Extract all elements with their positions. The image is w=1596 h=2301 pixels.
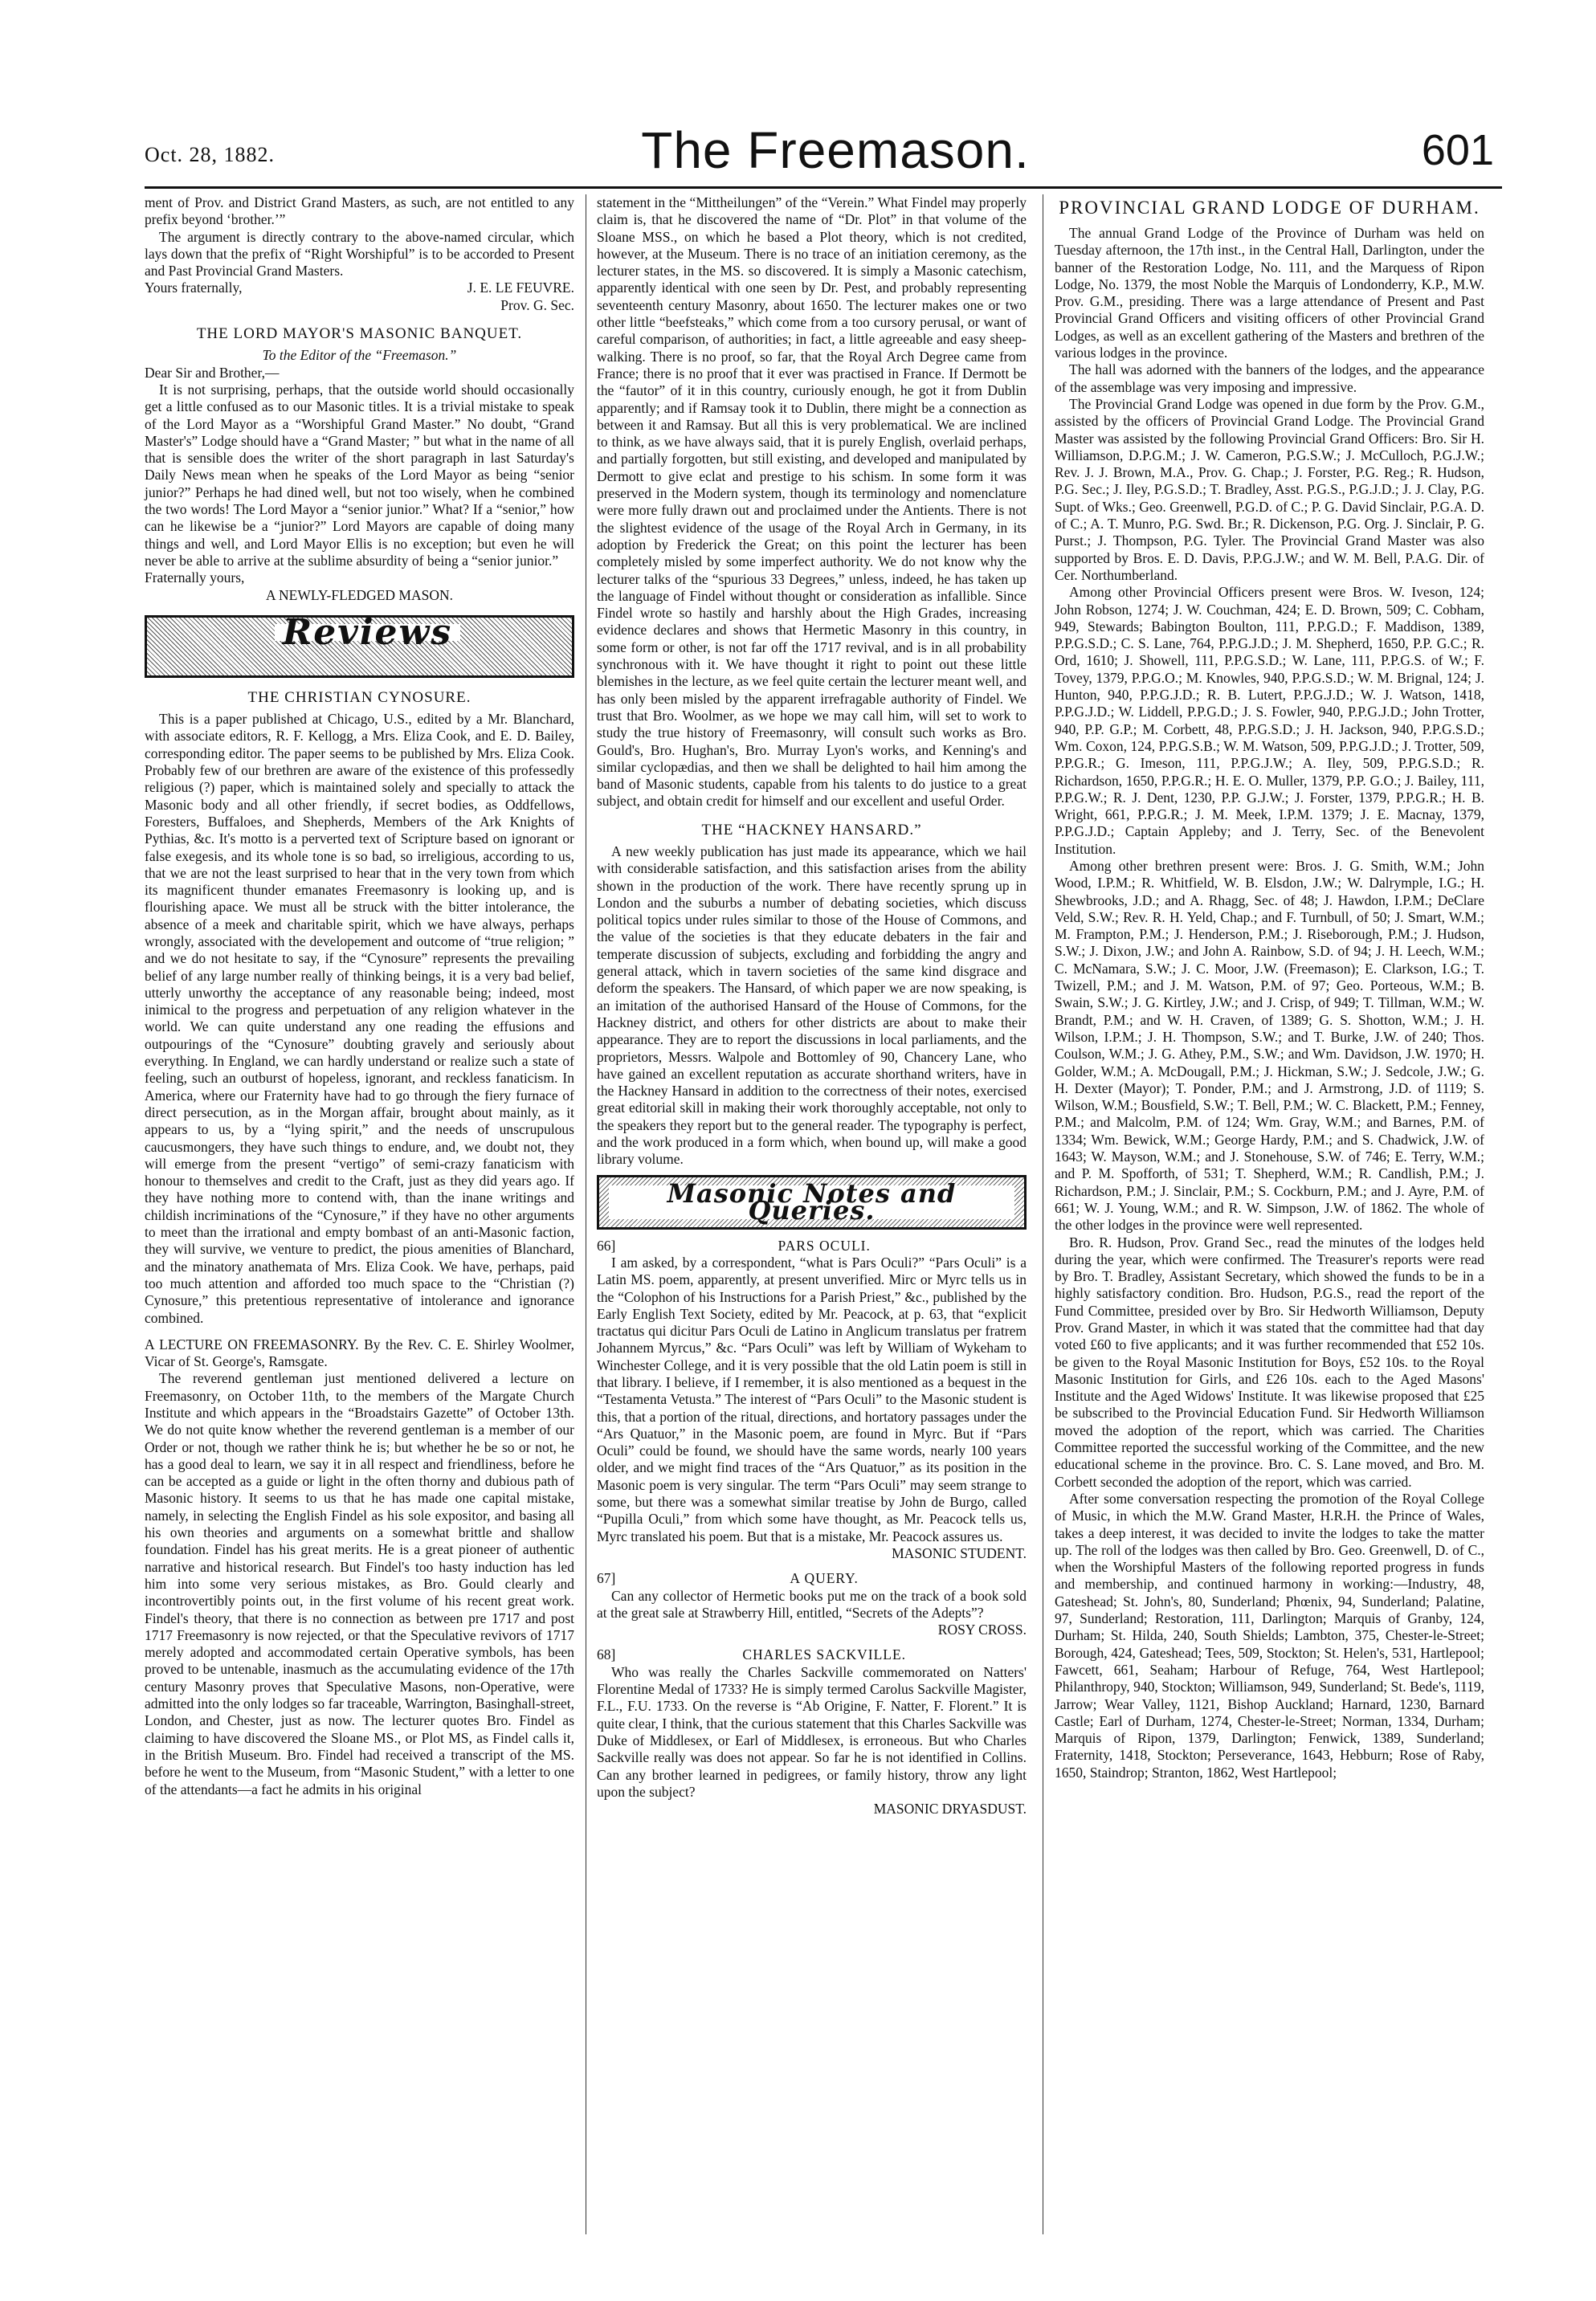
note-67-header: 67] A QUERY. — [597, 1570, 1027, 1587]
heading-cynosure: THE CHRISTIAN CYNOSURE. — [247, 688, 471, 706]
heading-durham: PROVINCIAL GRAND LODGE OF DURHAM. — [1059, 198, 1480, 218]
durham-paragraph: Among other Provincial Officers present were Bros. W. Iveson, 124; John Robson, 1274; J. W. Couchman, 424; E. D. Brown, 509; C. Cobham, 949, Stewards; Babington Boulton, 111, P.P.G.D.; F. Maddison, 1389, P.P.G.S.D.; C. S. Lane, 764, P.P.G.J.D.; J. M. Shepherd, 1650, P.P. G.C.; R. Ord, 1610; J. Showell, 111, P.P.G.S.D.; W. Lane, 111, P.P.G.S. of W.; F. Tovey, 1379, P.P.G.O.; M. Knowles, 940, P.P.G.S.D.; W. M. Brignal, 124; J. Hunton, 940, P.P.G.J.D.; R. B. Lutert, P.P.G.J.D.; W. J. Watson, 1418, P.P.G.J.D.; W. Liddell, P.P.G.D.; J. S. Fowler, 940, P.P.G.J.D.; John Trotter, 940, P.P. G.P.; M. Corbett, 48, P.P.G.S.D.; J. H. Jackson, 940, P.P.G.S.D.; Wm. Coxon, 124, P.P.G.S.B.; W. M. Watson, 509, P.P.G.J.D.; J. Trotter, 509, P.P.G.R.; G. Imeson, 111, P.P.G.J.W.; A. Iley, 509, P.P.G.S.D.; R. Richardson, 1650, P.P.G.R.; H. E. O. Muller, 1379, P.P. G.O.; J. Bailey, 111, P.P.G.W.; R. J. Dent, 1230, P.P. G.J.W.; J. Forster, 1379, P.P.G.R.; H. B. Wright, 661, P.P.G.R.; J. M. Meek, I.P.M. 1379; J. E. Macnay, 1379, P.P.G.J.D.; Captain Appleby; and J. Terry, Sec. of the Benevolent Institution. — [1055, 584, 1484, 857]
review-cynosure: This is a paper published at Chicago, U.S., edited by a Mr. Blanchard, with associate editors, R. F. Kellogg, a Mrs. Eliza Cook, and E. D. Bailey, corresponding editor. The paper seems to be published by Mrs. Eliza Cook. Probably few of our brethren are aware of the existence of this professedly religious (?) paper, which is maintained solely and specially to attack the Masonic body and all other friendly, if secret bodies, as Oddfellows, Foresters, Buffaloes, and Shepherds, Members of the Ark Knights of Pythias, &c. It's motto is a perverted text of Scripture based on ignorant or false exegesis, and its whole tone is so bad, so irreligious, according to us, that we are not the least surprised to hear that in the very town from which its magnificent thunder emanates Freemasonry is looking up, and is flourishing apace. We must all be struck with the bitter intolerance, the absence of a meek and charitable spirit, which we have always, perhaps wrongly, associated with the developement and outcome of “true religion; ” and we do not hesitate to say, if the “Cynosure” represents the prevailing belief of any large number really of thinking beings, it is a very bad belief, utterly unworthy the acceptance of any reasonable being; indeed, most inimical to the progress and perpetuation of any religion whatever in the world. We can quite understand any one reading the effusions and outpourings of the “Cynosure” doubting gravely and seriously about everything. In England, we can hardly understand or realize such a state of feeling, such an outburst of hopeless, ignorant, and reckless fanaticism. In America, where our Fraternity have had to go through the fiery furnace of direct persecution, as in the Morgan affair, brought about mainly, as it appears to us, by a “lying spirit,” and the needs of unscrupulous caucusmongers, they have such things to endure, and, we doubt not, they will emerge from the present “vertigo” of semi-crazy fanaticism with honour to themselves and credit to the Craft, just as they did years ago. If they have nothing more to contend with, than the inane writings and childish incriminations of the “Cynosure,” if they have no other arguments to meet than the irrational and empty bombast of an anti-Masonic faction, they will survive, we venture to predict, the pious amenities of Blanchard, and the minatory anathemata of Mrs. Eliza Cook. We have, perhaps, paid too much attention and afforded too much space to the “Christian (?) Cynosure,” this pretentious representative of intolerance and ignorance combined. — [145, 711, 574, 1326]
durham-paragraph: After some conversation respecting the promotion of the Royal College of Music, in which the M.W. Grand Master, H.R.H. the Prince of Wales, takes a deep interest, it was decided to invite the lodges to take the matter up. The roll of the lodges was then called by Bro. Geo. Greenwell, D. of C., when the Worshipful Masters of the following reported progress in funds and membership, and continued harmony in working:—Industry, 48, Gateshead; St. John's, 80, Sunderland; Phœnix, 94, Sunderland; Palatine, 97, Sunderland; Restoration, 111, Darlington; Marquis of Granby, 124, Durham; St. Hilda, 240, South Shields; Lambton, 375, Chester-le-Street; Borough, 424, Gateshead; Tees, 509, Stockton; St. Helen's, 531, Hartlepool; Fawcett, 661, Seaham; Harbour of Refuge, 764, West Hartlepool; Philanthropy, 940, Stockton; Williamson, 949, Sunderland; St. Bede's, 1119, Jarrow; Wear Valley, 1121, Bishop Auckland; Harnard, 1230, Barnard Castle; Earl of Durham, 1274, Chester-le-Street; Norman, 1334, Durham; Marquis of Ripon, 1379, Darlington; Fenwick, 1389, Sunderland; Fraternity, 1418, Stockton; Perseverance, 1643, Hebburn; Rose of Raby, 1650, Staindrop; Stranton, 1862, West Hartlepool; — [1055, 1490, 1484, 1781]
review-lecture: The reverend gentleman just mentioned delivered a lecture on Freemasonry, on October 11th, to the members of the Margate Church Institute and which appears in the “Broadstairs Gazette” of October 13th. We do not quite know whether the reverend gentleman is a member of our Order or not, though we rather think he is; but whether he be so or not, he has a good deal to learn, we say it in all respect and friendliness, before he can be accepted as a guide or light in the often thorny and dubious path of Masonic history. It seems to us that he has made one capital mistake, namely, in selecting the English Findel as his sole expositor, and basing all his own theories and arguments on a somewhat brittle and shallow foundation. Findel has his great merits. He is a great pioneer of authentic narrative and historical research. But Findel's too hasty induction has led him into some very serious mistakes, as Bro. Gould clearly and incontrovertibly points out, in the first volume of his recent great work. Findel's theory, that there is no connection as between pre 1717 and post 1717 Freemasonry is now rejected, or that the Speculative revivors of 1717 merely adopted and accommodated certain Operative symbols, has been proved to be untenable, inasmuch as the accumulating evidence of the 17th century Masonry proves that Speculative Masons, non-Operative, were admitted into the only lodges so far traceable, Warrington, Basinghall-street, London, and Chester, just as now. The lecturer quotes Bro. Findel as claiming to have discovered the Sloane MS., or Plot MS, as Findel calls it, in the British Museum. Bro. Findel had received a transcript of the MS. before he went to the Museum, from “Masonic Student,” with a letter to one of the attendants—a fact he admits in his original — [145, 1370, 574, 1797]
column-2 — [597, 194, 1027, 1818]
column-1 — [145, 194, 574, 1798]
masthead — [145, 120, 1526, 185]
closing: Fraternally yours, — [145, 569, 245, 586]
heading-sackville: CHARLES SACKVILLE. — [742, 1646, 907, 1663]
note-signature: ROSY CROSS. — [937, 1622, 1027, 1638]
reviews-banner: Reviews — [145, 615, 574, 678]
banquet-letter: It is not surprising, perhaps, that the outside world should occasionally get a little confused as to our Masonic titles. It is a trivial mistake to speak of the Lord Mayor as a “Worshipful Grand Master.” No doubt, “Grand Master's” Lodge should have a “Grand Master; ” but what in the name of all that is sensible does the writer of the short paragraph in last Saturday's Daily News mean when he speaks of the Lord Mayor as being “senior junior?” Perhaps he had dined well, but not too wisely, when he combined the two words! The Lord Mayor a “senior junior.” What? If a “senior,” how can he likewise be a “junior?” Lord Mayors are capable of doing many things and well, and Lord Mayor Ellis is no exception; but even he will never be able to arrive at the sublime absurdity of being a “senior junior.” — [145, 381, 574, 569]
column-3 — [1055, 194, 1484, 1781]
note-sackville: Who was really the Charles Sackville commemorated on Natters' Florentine Medal of 1733? He is simply termed Carolus Sackville Magister, F.L., F.U. 1733. On the reverse is “Ab Origine, F. Natter, F. Florent.” It is quite clear, I think, that the curious statement that this Charles Sackville was Duke of Middlesex, or Earl of Middlesex, is erroneous. But who Charles Sackville really was does not appear. So far he is not identified in Collins. Can any brother learned in pedigrees, or family history, throw any light upon the subject? — [597, 1663, 1027, 1800]
page-number: 601 — [1421, 126, 1494, 174]
durham-paragraph: Among other brethren present were: Bros. J. G. Smith, W.M.; John Wood, I.P.M.; R. Whitfield, W. B. Elsdon, J.W.; W. Dalrymple, I.G.; H. Shewbrooks, J.D.; and A. Rhagg, Sec. of 48; J. Hawdon, I.P.M.; DeClare Veld, S.W.; Rev. R. H. Yeld, Chap.; and F. Turnbull, of 50; J. Smart, W.M.; M. Frampton, P.M.; J. Henderson, P.M.; J. Riseborough, P.M.; J. Hudson, S.W.; J. Dixon, J.W.; and John A. Rainbow, S.D. of 94; J. H. Leech, W.M.; C. McNamara, S.W.; J. C. Moor, J.W. (Freemason); E. Clarkson, I.G.; T. Twizell, P.M.; and J. M. Watson, P.M. of 97; Geo. Porteous, W.M.; B. Swain, S.W.; J. G. Kirtley, J.W.; and J. Crisp, of 949; T. Tillman, W.M.; W. Brandt, P.M.; and W. H. Craven, of 1389; G. S. Shotton, W.M.; J. H. Wilson, I.P.M.; J. H. Thompson, S.W.; and T. Burke, J.W. of 240; Thos. Coulson, W.M.; J. G. Athey, P.M., S.W.; and Wm. Davidson, J.W. 1970; H. Golder, W.M.; A. McDougall, P.M.; J. Hickman, S.W.; J. Sedcole, J.W.; G. H. Dexter (Mayor); T. Ponder, P.M.; and J. Armstrong, J.D. of 1119; S. Wilson, W.M.; Bousfield, S.W.; T. Bell, P.M.; W. C. Blackett, P.M.; Fenney, P.M.; and Malcolm, P.M. of 124; Wm. Gray, W.M.; and Barnes, P.M. of 1334; Wm. Bewick, W.M.; George Hardy, P.M.; and S. Chadwick, J.W. of 1643; W. Mayson, W.M.; and J. Stonehouse, S.W. of 746; E. Terry, W.M.; and P. M. Spofforth, of 531; T. Shepherd, W.M.; R. Candlish, P.M.; J. Richardson, P.M.; J. Sinclair, P.M.; S. Cockburn, P.M.; and J. Ayre, P.M. of 661; W. J. Young, W.M.; and R. W. Simpson, J.W. of 1862. The whole of the other lodges in the province were well represented. — [1055, 857, 1484, 1234]
heading-banquet: THE LORD MAYOR'S MASONIC BANQUET. — [196, 325, 523, 343]
publication-title: The Freemason. — [641, 121, 1030, 179]
durham-paragraph: Bro. R. Hudson, Prov. Grand Sec., read the minutes of the lodges held during the year, which were confirmed. The Treasurer's reports were read by Bro. T. Bradley, Assistant Secretary, which showed the funds to be in a highly satisfactory condition. Bro. Hudson, P.G.S., read the report of the Fund Committee, presided over by Bro. Sir Hedworth Williamson, Deputy Prov. Grand Master, in which it was stated that the committee had that day voted £60 to five applicants; and it was further recommended that £52 10s. be given to the Royal Masonic Institution for Boys, £52 10s. to the Royal Masonic Institution for Girls, and £26 10s. each to the Aged Masons' Institute and the Aged Widows' Institute. It was likewise proposed that £25 be subscribed to the Provincial Education Fund. Sir Hedworth Williamson moved the adoption of the report, which was carried. The Charities Committee reported the successful working of the Committee, and the new educational scheme in the province. Bro. C. S. Lane moved, and Bro. M. Corbett seconded the adoption of the report, which was carried. — [1055, 1234, 1484, 1490]
lecture-continuation: statement in the “Mittheilungen” of the “Verein.” What Findel may properly claim is, that he discovered the name of “Dr. Plot” in that volume of the Sloane MSS., on which he based a Plot theory, which is not credited, however, at the Museum. There is no trace of an initiation ceremony, as the lecturer states, in the MS. so discovered. It is simply a Masonic catechism, apparently identical with one seen by Dr. Pest, and probably representing seventeenth century Masonry, about 1650. The lecturer makes one or two other little “beefsteaks,” which come from a too cursory perusal, or want of careful comparison, of authorities; in fact, a little agreeable and easy sheep-walking. There is no proof, so far, that the Royal Arch Degree came from France; there is no proof that it ever was practised in France. If Dermott be the “fautor” of it in this country, curiously enough, he got it from Dublin apparently; and if Ramsay took it to Dublin, there might be a connection as between it and Ramsay. But all this is very problematical. We are inclined to think, as we have always said, that it is purely English, overlaid perhaps, and partially forgotten, but still existing, and developed and manipulated by Dermott to give eclat and prestige to his schism. In some form it was preserved in the Modern system, though its terminology and nomenclature were more fully drawn out and proclaimed under the Antients. There is not the slightest evidence of the usage of the Royal Arch in Germany, in its adoption by Frederick the Great; on this point the lecturer has been completely misled by some imperfect authority. We do not know why the lecturer talks of the “spurious 33 Degrees,” unless, indeed, he has taken up the language of Findel without thought or consideration as infallible. Since Findel wrote so hastily and harshly about the High Grades, increasing evidence declares and shows that Hermetic Masonry in this country, in some form or other, is not far off the 1717 revival, and is in all probability synchronous with it. We have thought it right to point out these little blemishes in the lecture, as we feel quite certain the lecturer meant well, and has only been misled by the apparent irrefragable authority of Findel. We trust that Bro. Woolmer, as we hope we may call him, will set to work to study the true history of Freemasonry, will consult such works as Bro. Gould's, Bro. Hughan's, Bro. Murray Lyon's works, and Kenning's and similar cyclopædias, and then we shall be delighted to hail him among the band of Masonic students, capable from his talents to do justice to a great subject, and obtain credit for himself and our excellent and useful Order. — [597, 194, 1027, 810]
note-query: Can any collector of Hermetic books put me on the track of a book sold at the great sale at Strawberry Hill, entitled, “Secrets of the Adepts”? — [597, 1587, 1027, 1621]
note-signature: MASONIC DRYASDUST. — [873, 1801, 1027, 1818]
durham-paragraph: The hall was adorned with the banners of the lodges, and the appearance of the assemblage was very imposing and impressive. — [1055, 361, 1484, 395]
letter-paragraph: The argument is directly contrary to the above-named circular, which lays down that the prefix of “Right Worshipful” is to be accorded to Present and Past Provincial Grand Masters. — [145, 228, 574, 279]
issue-date: Oct. 28, 1882. — [145, 143, 276, 166]
notes-queries-banner: Masonic Notes and Queries. — [597, 1175, 1027, 1230]
letter-continuation: ment of Prov. and District Grand Masters, as such, are not entitled to any prefix beyond ‘brother.’” — [145, 194, 574, 228]
note-signature: MASONIC STUDENT. — [892, 1544, 1027, 1561]
review-hansard: A new weekly publication has just made its appearance, which we hail with considerable satisfaction, and this satisfaction arises from the ability shown in the production of the work. There have recently sprung up in London and the suburbs a number of debating societies, which discuss political topics under rules similar to those of the House of Commons, and the value of the societies is that they educate debaters in the fair and temperate discussion of subjects, excluding and forbidding the angry and general attack, which in tavern societies of the same kind disgrace and deform the speakers. The Hansard, of which paper we are now speaking, is an imitation of the authorised Hansard of the House of Commons, for the Hackney district, and others for other districts are about to make their appearance. They are to report the discussions in local parliaments, and the proprietors, Messrs. Walpole and Bottomley of 90, Chancery Lane, who have gained an excellent reputation as accurate shorthand writers, have in the Hackney Hansard in addition to the correctness of their notes, exercised great editorial skill in making their work thoroughly acceptable, not only to the speakers they report but to the general reader. The typography is perfect, and the work produced in a form which, when bound up, will make a good library volume. — [597, 842, 1027, 1168]
note-66-header: 66] PARS OCULI. — [597, 1238, 1027, 1255]
heading-query: A QUERY. — [790, 1570, 859, 1587]
to-editor: To the Editor of the “Freemason.” — [262, 347, 457, 364]
heading-hansard: THE “HACKNEY HANSARD.” — [701, 821, 922, 838]
letter-signature: Yours fraternally, J. E. LE FEUVRE. — [145, 279, 574, 296]
masthead-rule — [145, 186, 1502, 189]
note-68-header: 68] CHARLES SACKVILLE. — [597, 1646, 1027, 1663]
salutation: Dear Sir and Brother,— — [145, 364, 280, 381]
note-pars-oculi: I am asked, by a correspondent, “what is Pars Oculi?” “Pars Oculi” is a Latin MS. poem, apparently, at present unverified. Mirc or Myrc tells us in the “Colophon of his Instructions for a Parish Priest,” &c., published by the Early English Text Society, edited by Mr. Peacock, at p. 63, that “explicit tractatus qui dicitur Pars Oculi de Latino in Anglicum translatus per fratrem Johannem Myrcus,” &c. “Pars Oculi” was left by William of Wykeham to Winchester College, and it is very possible that the old Latin poem is still in that library. I believe, if I remember, it is also mentioned as a bequest in the “Testamenta Vetusta.” The interest of “Pars Oculi” to the Masonic student is this, that a portion of the ritual, directions, and hortatory passages under the “Ars Quatuor,” in the Masonic poem, are found in Myrc. But if “Pars Oculi” could be found, we should have the same words, nearly 100 years older, and we might find traces of the “Ars Quatuor,” as its position in the Masonic poem is very singular. The term “Pars Oculi” may seem strange to some, but there was a somewhat similar treatise by John de Burgo, called “Pupilla Oculi,” from which some have thought, as Mr. Peacock tells us, Myrc translated his poem. But that is a mistake, Mr. Peacock assures us. — [597, 1254, 1027, 1544]
heading-lecture: A LECTURE ON FREEMASONRY. By the Rev. C. E. Shirley Woolmer, Vicar of St. George's, Ramsgate. — [145, 1336, 574, 1370]
newspaper-page — [145, 0, 1526, 2301]
durham-paragraph: The annual Grand Lodge of the Province of Durham was held on Tuesday afternoon, the 17th inst., in the Central Hall, Darlington, under the banner of the Restoration Lodge, No. 111, and the Marquess of Ripon Lodge, No. 1379, the most Noble the Marquis of Londonderry, K.P., M.W. Prov. G.M., presiding. There was a large attendance of Present and Past Provincial Grand Officers and visiting officers of other Provincial Grand Lodges, as well as an excellent gathering of the Masters and brethren of the various lodges in the province. — [1055, 225, 1484, 361]
letter-signature-2: A NEWLY-FLEDGED MASON. — [265, 586, 454, 603]
signature-title: Prov. G. Sec. — [500, 296, 574, 313]
durham-paragraph: The Provincial Grand Lodge was opened in due form by the Prov. G.M., assisted by the officers of Provincial Grand Lodge. The Provincial Grand Master was assisted by the following Provincial Grand Officers: Bro. Sir H. Williamson, D.P.G.M.; J. W. Cameron, P.G.S.W.; J. McCulloch, P.G.J.W.; Rev. J. J. Brown, M.A., Prov. G. Chap.; J. Forster, P.G. Reg.; R. Hudson, P.G. Sec.; J. Iley, P.G.S.D.; T. Bradley, Asst. P.G.S., P.G.J.D.; J. J. Clay, P.G. Supt. of Wks.; Geo. Greenwell, P.G.D. of C.; P. G. David Sinclair, P.G.A. D. of C.; A. T. Munro, P.G. Swd. Br.; R. Dickenson, P.G. Org. J. Sinclair, P. G. Purst.; J. Thompson, P.G. Tyler. The Provincial Grand Master was also supported by Bros. E. D. Davis, P.P.G.J.W.; and W. M. Bell, P.A.G. Dir. of Cer. Northumberland. — [1055, 395, 1484, 583]
heading-pars-oculi: PARS OCULI. — [778, 1237, 871, 1254]
